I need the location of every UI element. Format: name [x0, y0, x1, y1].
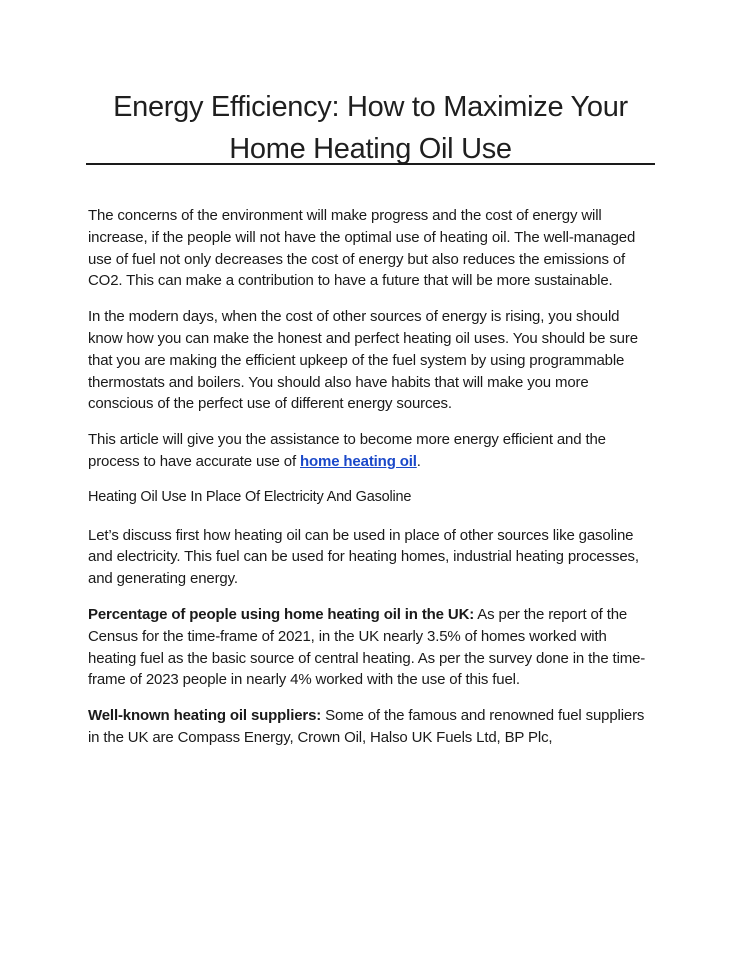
article-body [88, 205, 648, 763]
paragraph-modern-days: In the modern days, when the cost of other sources of energy is rising, you should know how you can make the honest and perfect heating oil uses. You should be sure that you are making the efficient upkeep of the fuel system by using programmable thermostats and boilers. You should also have habits that will make you more conscious of the perfect use of different energy sources. [88, 308, 638, 413]
home-heating-oil-link[interactable]: home heating oil [300, 452, 417, 470]
uk-percentage-text: As per the report of the Census for the time-frame of 2021, in the UK nearly 3.5% of homes worked with heating fuel as the basic source of central heating. As per the survey done in the time-frame of 2023 people in nearly 4% worked with the use of this fuel. [88, 605, 646, 689]
section-subheading: Heating Oil Use In Place Of Electricity And Gasoline [88, 488, 412, 505]
paragraph-suppliers [88, 705, 648, 749]
paragraph-intro: The concerns of the environment will make progress and the cost of energy will increase, if the people will not have the optimal use of heating oil. The well-managed use of fuel not only decreases the cost of energy but also reduces the emissions of CO2. This can make a contribution to have a future that will be more sustainable. [88, 207, 636, 290]
paragraph-uk-percentage [88, 604, 648, 691]
paragraph-article-purpose-end: . [416, 452, 421, 470]
paragraph-article-purpose-text: This article will give you the assistance to become more energy efficient and the process to have accurate use of [88, 431, 606, 470]
page-title: Energy Efficiency: How to Maximize Your Home Heating Oil Use [113, 91, 628, 165]
paragraph-article-purpose [88, 429, 648, 473]
suppliers-label: Well-known heating oil suppliers: [88, 707, 322, 725]
title-underline [86, 163, 655, 165]
suppliers-text: Some of the famous and renowned fuel suppliers in the UK are Compass Energy, Crown Oil, Halso UK Fuels Ltd, BP Plc, [88, 707, 645, 746]
uk-percentage-label: Percentage of people using home heating oil in the UK: [88, 605, 475, 623]
paragraph-heating-oil-use: Let’s discuss first how heating oil can be used in place of other sources like gasoline and electricity. This fuel can be used for heating homes, industrial heating processes, and generating energy. [88, 526, 639, 588]
